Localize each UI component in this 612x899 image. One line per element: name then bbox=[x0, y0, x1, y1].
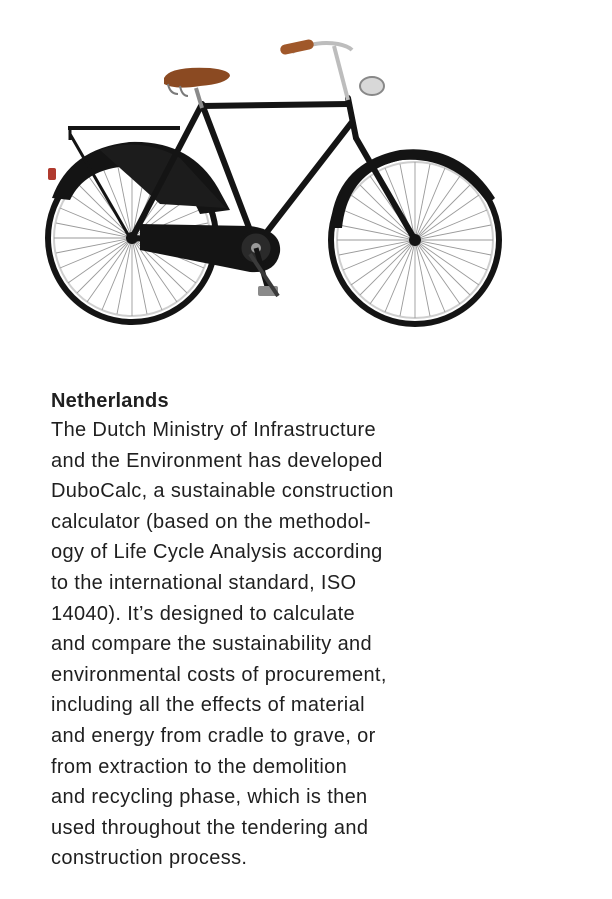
body-line: 14040). It’s designed to calculate bbox=[51, 602, 355, 625]
body-line: construction process. bbox=[51, 847, 248, 870]
body-line: from extraction to the demolition bbox=[51, 755, 348, 778]
body-line: environmental costs of procurement, bbox=[51, 663, 387, 686]
body-line: and energy from cradle to grave, or bbox=[51, 724, 376, 747]
body-line: and recycling phase, which is then bbox=[51, 786, 368, 809]
body-line: calculator (based on the methodol- bbox=[51, 510, 371, 533]
body-line: ogy of Life Cycle Analysis according bbox=[51, 541, 383, 564]
section-body bbox=[51, 415, 481, 874]
bicycle-illustration bbox=[30, 28, 520, 338]
body-line: DuboCalc, a sustainable construction bbox=[51, 480, 394, 503]
body-line: including all the effects of material bbox=[51, 694, 365, 717]
body-line: and compare the sustainability and bbox=[51, 633, 372, 656]
body-line: The Dutch Ministry of Infrastructure bbox=[51, 419, 376, 441]
section-heading: Netherlands bbox=[51, 390, 169, 412]
bicycle-icon bbox=[30, 28, 520, 338]
body-line: and the Environment has developed bbox=[51, 449, 383, 472]
body-line: used throughout the tendering and bbox=[51, 816, 369, 839]
country-section bbox=[51, 388, 481, 874]
body-line: to the international standard, ISO bbox=[51, 571, 357, 594]
